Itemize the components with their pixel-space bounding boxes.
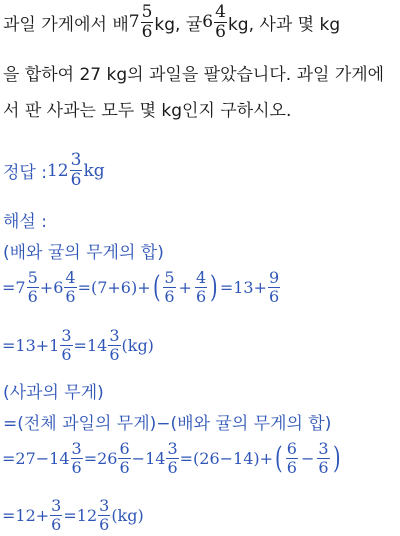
numerator: 3: [61, 326, 72, 345]
fraction: [50, 498, 62, 533]
answer-unit: kg: [83, 160, 105, 181]
denominator: 6: [71, 458, 82, 477]
problem-line-2: 을 합하여 27 kg의 과일을 팔았습니다. 과일 가게에: [3, 64, 385, 85]
denominator: 6: [164, 287, 175, 306]
right-paren: ): [210, 269, 218, 305]
left-paren: (: [152, 269, 161, 305]
denominator: 6: [109, 345, 120, 364]
solution-step-label: (배와 귤의 무게의 합): [3, 243, 164, 263]
denominator: 6: [269, 287, 280, 306]
solution-step-label: =(전체 과일의 무게)−(배와 귤의 무게의 합): [3, 414, 332, 434]
denominator: 6: [65, 287, 76, 306]
problem-line-1: [3, 1, 341, 42]
equation-line-4: [2, 498, 144, 533]
fraction: [163, 270, 175, 305]
eq-text: (kg): [111, 506, 144, 525]
fraction: [141, 1, 154, 42]
numerator: 5: [141, 1, 153, 22]
numerator: 6: [119, 439, 130, 458]
numerator: 3: [109, 326, 120, 345]
denominator: 6: [318, 458, 329, 477]
eq-text: =7: [2, 278, 26, 297]
denominator: 6: [195, 287, 207, 306]
numerator: 3: [71, 439, 82, 458]
fraction: [286, 441, 298, 476]
denominator: 6: [27, 287, 38, 306]
numerator: 4: [65, 268, 76, 287]
numerator: 3: [99, 496, 110, 515]
eq-text: =(26−14)+: [179, 449, 274, 468]
numerator: 4: [195, 268, 207, 287]
eq-text: =26: [83, 449, 118, 468]
numerator: 3: [167, 439, 178, 458]
problem-text: kg, 사과 몇 kg: [227, 14, 341, 35]
equation-line-1: [2, 270, 281, 305]
numerator: 6: [286, 439, 297, 458]
numerator: 5: [27, 268, 38, 287]
problem-text: 과일 가게에서 배: [3, 14, 129, 35]
eq-text: =(7+6)+: [77, 278, 151, 297]
answer-label: 정답 :: [3, 163, 47, 183]
numerator: 3: [318, 439, 329, 458]
numerator: 9: [269, 268, 280, 287]
problem-text: kg, 귤: [154, 14, 203, 35]
eq-text: =27−14: [2, 449, 70, 468]
denominator: 6: [119, 458, 130, 477]
right-paren: ): [332, 440, 341, 476]
fraction: [268, 270, 280, 305]
denominator: 6: [99, 515, 110, 534]
problem-line-3: 서 판 사과는 모두 몇 kg인지 구하시오.: [3, 100, 292, 121]
left-paren: (: [275, 440, 283, 476]
answer-whole: 12: [46, 160, 69, 181]
answer-fraction: [70, 152, 83, 189]
eq-text: =14: [73, 336, 108, 355]
denominator: 6: [141, 21, 153, 42]
denominator: 6: [286, 458, 297, 477]
eq-text: =13+: [219, 278, 268, 297]
fraction: [118, 441, 130, 476]
mixed-whole: 7: [128, 12, 140, 32]
equation-line-3: [2, 441, 342, 476]
fraction: [166, 441, 178, 476]
eq-text: =12+: [2, 506, 50, 525]
eq-text: −: [300, 449, 315, 468]
denominator: 6: [167, 458, 178, 477]
fraction: [27, 270, 39, 305]
mixed-whole: 6: [202, 12, 214, 32]
solution-heading: 해설 :: [3, 212, 47, 232]
fraction: [108, 328, 120, 363]
eq-text: =12: [63, 506, 98, 525]
answer-line: [3, 152, 105, 189]
numerator: 4: [215, 1, 226, 22]
numerator: 3: [51, 496, 62, 515]
eq-text: +: [178, 278, 192, 297]
equation-line-2: [2, 328, 154, 363]
denominator: 6: [61, 345, 72, 364]
eq-text: −14: [131, 449, 166, 468]
eq-text: (kg): [121, 336, 154, 355]
fraction: [71, 441, 83, 476]
eq-text: +6: [39, 278, 64, 297]
fraction: [60, 328, 72, 363]
numerator: 3: [70, 150, 82, 170]
eq-text: =13+1: [2, 336, 60, 355]
numerator: 5: [164, 268, 175, 287]
solution-step-label: (사과의 무게): [3, 383, 104, 403]
fraction: [98, 498, 110, 533]
fraction: [64, 270, 76, 305]
denominator: 6: [51, 515, 62, 534]
fraction: [317, 441, 329, 476]
fraction: [214, 1, 227, 42]
denominator: 6: [215, 21, 226, 42]
fraction: [195, 270, 207, 305]
denominator: 6: [70, 170, 82, 190]
